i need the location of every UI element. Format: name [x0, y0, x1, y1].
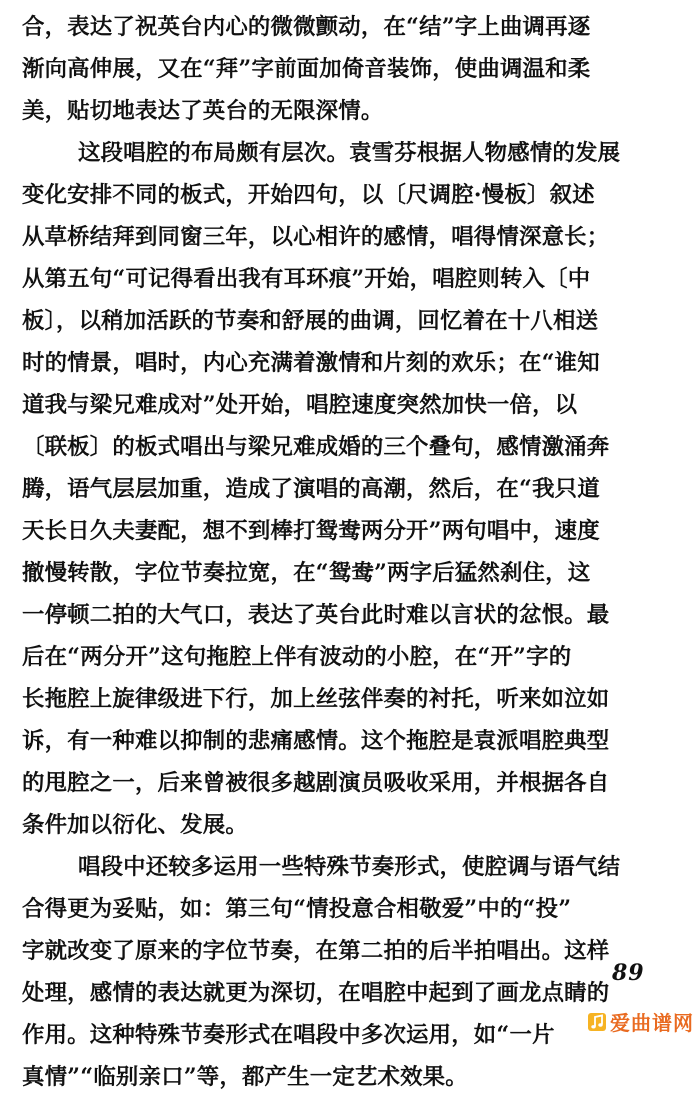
- text-line: 〔联板〕的板式唱出与梁兄难成婚的三个叠句，感情激涌奔: [22, 434, 610, 460]
- body-text: [22, 6, 682, 1098]
- text-line: 一停顿二拍的大气口，表达了英台此时难以言状的忿恨。最: [22, 602, 610, 628]
- text-line: 天长日久夫妻配，想不到棒打鸳鸯两分开”两句唱中，速度: [22, 518, 600, 544]
- text-line: 字就改变了原来的字位节奏，在第二拍的后半拍唱出。这样: [22, 938, 610, 964]
- text-line: 时的情景，唱时，内心充满着激情和片刻的欢乐；在“谁知: [22, 350, 600, 376]
- paragraph-start-line: 这段唱腔的布局颇有层次。袁雪芬根据人物感情的发展: [78, 140, 621, 166]
- text-line: 道我与梁兄难成对”处开始，唱腔速度突然加快一倍，以: [22, 392, 578, 418]
- text-line: 真情”“临别亲口”等，都产生一定艺术效果。: [22, 1064, 468, 1090]
- text-line: 作用。这种特殊节奏形式在唱段中多次运用，如“一片: [22, 1022, 555, 1048]
- text-line: 诉，有一种难以抑制的悲痛感情。这个拖腔是袁派唱腔典型: [22, 728, 610, 754]
- page-number: 89: [612, 960, 645, 986]
- text-line: 后在“两分开”这句拖腔上伴有波动的小腔，在“开”字的: [22, 644, 572, 670]
- text-line: 撤慢转散，字位节奏拉宽，在“鸳鸯”两字后猛然刹住，这: [22, 560, 591, 586]
- text-line: 从草桥结拜到同窗三年，以心相许的感情，唱得情深意长；: [22, 224, 610, 250]
- text-line: 条件加以衍化、发展。: [22, 812, 248, 838]
- text-line: 美，贴切地表达了英台的无限深情。: [22, 98, 384, 124]
- text-line: 板〕，以稍加活跃的节奏和舒展的曲调，回忆着在十八相送: [22, 308, 599, 334]
- text-line: 合，表达了祝英台内心的微微颤动，在“结”字上曲调再逐: [22, 14, 591, 40]
- text-line: 变化安排不同的板式，开始四句，以〔尺调腔·慢板〕叙述: [22, 182, 595, 208]
- paragraph-start-line: 唱段中还较多运用一些特殊节奏形式，使腔调与语气结: [78, 854, 621, 880]
- text-line: 渐向高伸展，又在“拜”字前面加倚音装饰，使曲调温和柔: [22, 56, 591, 82]
- watermark-text: 爱曲谱网: [610, 1011, 694, 1035]
- text-line: 从第五句“可记得看出我有耳环痕”开始，唱腔则转入〔中: [22, 266, 591, 292]
- text-line: 合得更为妥贴，如：第三句“情投意合相敬爱”中的“投”: [22, 896, 572, 922]
- site-watermark: [587, 1007, 694, 1036]
- text-line: 的甩腔之一，后来曾被很多越剧演员吸收采用，并根据各自: [22, 770, 610, 796]
- music-note-icon: [587, 1012, 607, 1032]
- text-line: 处理，感情的表达就更为深切，在唱腔中起到了画龙点睛的: [22, 980, 610, 1006]
- text-line: 长拖腔上旋律级进下行，加上丝弦伴奏的衬托，听来如泣如: [22, 686, 610, 712]
- text-line: 腾，语气层层加重，造成了演唱的高潮，然后，在“我只道: [22, 476, 600, 502]
